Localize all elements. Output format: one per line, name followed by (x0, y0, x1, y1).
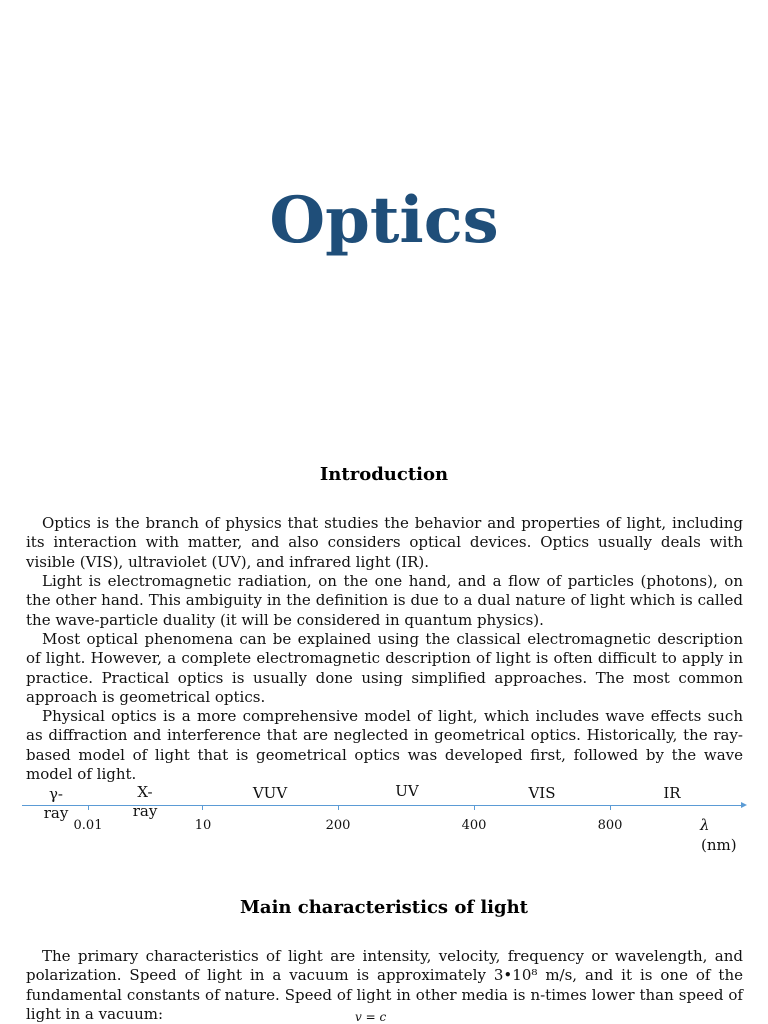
intro-paragraph-4: Physical optics is a more comprehensive model of light, which includes wave effects such as diffraction and interference that are neglected in geometrical optics. Historically, the ray-based model of light that is geometrical optics was developed first, followed by the wave model of light. (26, 707, 743, 783)
axis-arrow (741, 802, 747, 808)
tick-mark (610, 805, 611, 810)
band-vis: VIS (528, 784, 556, 802)
intro-paragraph-2: Light is electromagnetic radiation, on the one hand, and a flow of particles (photons), on the other hand. This ambiguity in the definition is due to a dual nature of light which is called the wave-particle duality (it will be considered in quantum physics). (26, 572, 743, 629)
tick-label: 0.01 (73, 818, 103, 833)
tick-label: 400 (461, 818, 487, 833)
intro-paragraph-3: Most optical phenomena can be explained using the classical electromagnetic description of light. However, a complete electromagnetic description of light is often difficult to apply in practice. Practical optics is usually done using simplified approaches. The most common approach is geometrical optics. (26, 630, 743, 706)
tick-mark (338, 805, 339, 810)
band-gamma-ray: γ-ray (43, 785, 69, 822)
tick-label: 200 (325, 818, 351, 833)
band-vuv: VUV (252, 784, 288, 802)
characteristics-paragraph: The primary characteristics of light are intensity, velocity, frequency or wavelength, and polarization. Speed of light in a vacuum is approximately 3•10⁸ m/s, and it is one of the fundamental constants of nature. Speed of light in other media is n-times lower than speed of light in a vacuum: (26, 947, 743, 1023)
tick-label: 10 (194, 818, 212, 833)
intro-paragraph-1: Optics is the branch of physics that studies the behavior and properties of light, including its interaction with matter, and also considers optical devices. Optics usually deals with visible (VIS), ultraviolet (UV), and infrared light (IR). (26, 514, 743, 571)
tick-mark (474, 805, 475, 810)
axis-unit: (nm) (701, 836, 737, 854)
speed-formula: v = c (355, 1010, 387, 1024)
page-title: Optics (269, 183, 499, 258)
tick-label: 800 (597, 818, 623, 833)
spectrum-diagram (0, 780, 768, 860)
tick-mark (88, 805, 89, 810)
band-ir: IR (663, 784, 681, 802)
section-heading-introduction: Introduction (319, 464, 449, 485)
tick-mark (202, 805, 203, 810)
band-x-ray: X-ray (132, 783, 158, 820)
section-heading-characteristics: Main characteristics of light (239, 897, 528, 918)
band-uv: UV (395, 782, 419, 800)
axis-symbol: λ (700, 816, 710, 834)
